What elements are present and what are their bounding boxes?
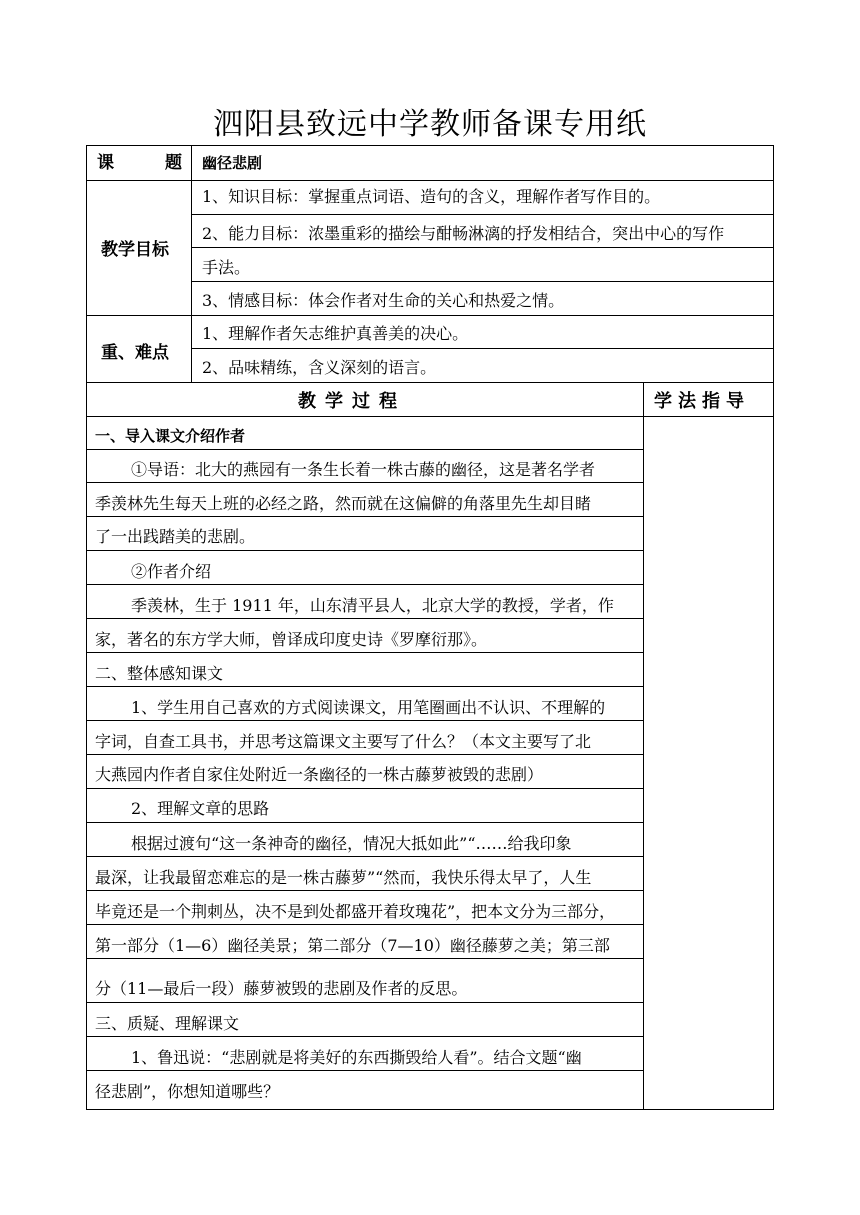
process-row-divider	[86, 652, 643, 653]
process-row-divider	[86, 1070, 643, 1071]
process-header: 教学过程	[298, 391, 406, 412]
table-row-divider	[86, 315, 774, 316]
process-line: 家，著名的东方学大师，曾译成印度史诗《罗摩衍那》。	[95, 630, 488, 649]
process-guide-divider	[643, 382, 644, 1109]
process-line: 第一部分（1—6）幽径美景；第二部分（7—10）幽径藤萝之美；第三部	[95, 936, 610, 955]
table-border-top	[86, 145, 774, 146]
process-line: 1、鲁迅说：“悲剧就是将美好的东西撕毁给人看”。结合文题“幽	[131, 1048, 582, 1067]
process-line: 季羡林，生于 1911 年，山东清平县人，北京大学的教授，学者，作	[131, 596, 614, 615]
keypoint-1: 1、理解作者矢志维护真善美的决心。	[202, 324, 469, 343]
topic-label-left: 课	[97, 153, 114, 173]
process-line: 季羡林先生每天上班的必经之路，然而就在这偏僻的角落里先生却目睹	[95, 494, 592, 513]
process-line: 径悲剧”，你想知道哪些？	[95, 1082, 280, 1101]
objective-2-cont: 手法。	[202, 258, 251, 277]
process-line: 大燕园内作者自家住处附近一条幽径的一株古藤萝被毁的悲剧）	[95, 765, 544, 784]
process-row-divider	[86, 720, 643, 721]
process-row-divider	[86, 449, 643, 450]
table-row-divider	[86, 416, 774, 417]
process-line: 二、整体感知课文	[95, 664, 224, 683]
guide-header: 学法指导	[654, 391, 750, 412]
process-line: 三、质疑、理解课文	[95, 1014, 240, 1033]
process-row-divider	[86, 482, 643, 483]
process-line: ①导语：北大的燕园有一条生长着一株古藤的幽径，这是著名学者	[131, 460, 596, 479]
process-row-divider	[86, 890, 643, 891]
process-row-divider	[86, 584, 643, 585]
process-row-divider	[86, 822, 643, 823]
objective-3: 3、情感目标：体会作者对生命的关心和热爱之情。	[202, 291, 565, 310]
process-row-divider	[86, 618, 643, 619]
process-row-divider	[86, 924, 643, 925]
page-title: 泗阳县致远中学教师备课专用纸	[213, 107, 647, 142]
table-border-bottom	[86, 1109, 774, 1110]
process-row-divider	[86, 856, 643, 857]
process-line: 根据过渡句“这一条神奇的幽径，情况大抵如此”“……给我印象	[131, 834, 572, 853]
table-border-right	[773, 145, 774, 1110]
keypoints-label: 重、难点	[101, 343, 169, 363]
process-row-divider	[86, 958, 643, 959]
objectives-label: 教学目标	[101, 240, 169, 260]
process-row-divider	[86, 1036, 643, 1037]
process-line: 毕竟还是一个荆刺丛，决不是到处都盛开着玫瑰花”，把本文分为三部分，	[95, 902, 616, 921]
process-row-divider	[86, 516, 643, 517]
process-line: 字词，自查工具书，并思考这篇课文主要写了什么？（本文主要写了北	[95, 732, 592, 751]
topic-label-right: 题	[165, 153, 182, 173]
process-row-divider	[86, 754, 643, 755]
process-line: 2、理解文章的思路	[131, 799, 270, 818]
process-line: ②作者介绍	[131, 562, 212, 581]
table-border-left	[86, 145, 87, 1109]
keypoint-2: 2、品味精练，含义深刻的语言。	[202, 358, 437, 377]
table-row-divider	[86, 180, 774, 181]
objective-2: 2、能力目标：浓墨重彩的描绘与酣畅淋漓的抒发相结合，突出中心的写作	[202, 224, 725, 243]
table-row-divider	[86, 382, 774, 383]
process-line: 分（11—最后一段）藤萝被毁的悲剧及作者的反思。	[95, 979, 468, 998]
process-row-divider	[86, 1002, 643, 1003]
table-row-divider	[191, 247, 774, 248]
objective-1: 1、知识目标：掌握重点词语、造句的含义，理解作者写作目的。	[202, 187, 661, 206]
process-row-divider	[86, 550, 643, 551]
table-row-divider	[191, 214, 774, 215]
process-line: 1、学生用自己喜欢的方式阅读课文，用笔圈画出不认识、不理解的	[131, 698, 606, 717]
process-row-divider	[86, 788, 643, 789]
process-line: 最深，让我最留恋难忘的是一株古藤萝”“然而，我快乐得太早了，人生	[95, 868, 592, 887]
process-line: 一、导入课文介绍作者	[95, 427, 246, 445]
topic-value: 幽径悲剧	[202, 154, 263, 172]
table-row-divider	[191, 281, 774, 282]
process-line: 了一出践踏美的悲剧。	[95, 527, 256, 546]
process-row-divider	[86, 686, 643, 687]
table-row-divider	[191, 348, 774, 349]
